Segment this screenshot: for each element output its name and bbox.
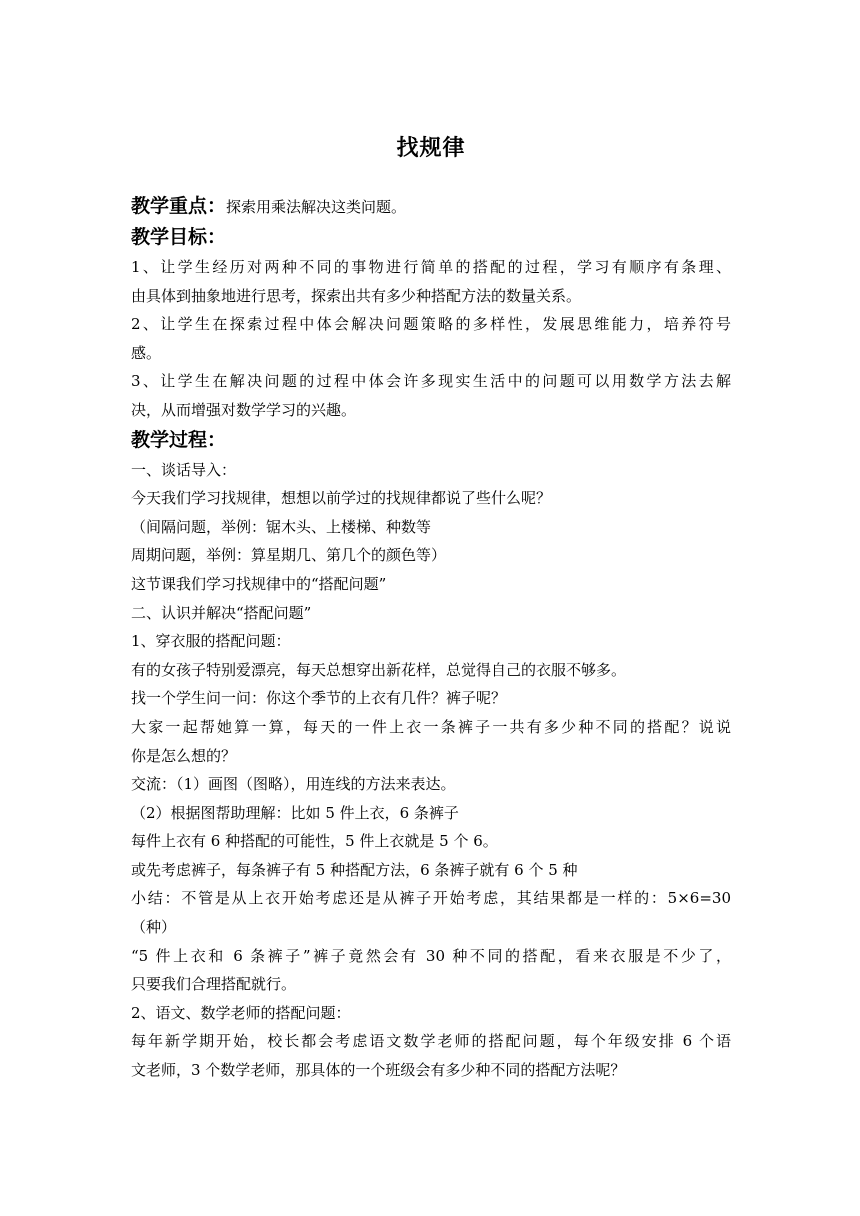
- goal-line: 2、让学生在探索过程中体会解决问题策略的多样性，发展思维能力，培养符号: [131, 315, 731, 334]
- goals-heading: 教学目标：: [131, 226, 227, 248]
- process-line: 小结：不管是从上衣开始考虑还是从裤子开始考虑，其结果都是一样的：5×6=30: [131, 889, 731, 908]
- process-line: 找一个学生问一问：你这个季节的上衣有几件？裤子呢？: [131, 689, 507, 708]
- goals-section: [131, 222, 731, 253]
- process-line: 2、语文、数学老师的搭配问题：: [131, 1003, 351, 1022]
- process-line: （间隔问题，举例：锯木头、上楼梯、种数等: [131, 517, 432, 536]
- process-line: 大家一起帮她算一算，每天的一件上衣一条裤子一共有多少种不同的搭配？说说: [131, 717, 731, 736]
- goal-line: 由具体到抽象地进行思考，探索出共有多少种搭配方法的数量关系。: [131, 286, 582, 305]
- goal-line: 感。: [131, 343, 162, 362]
- process-heading: 教学过程：: [131, 428, 227, 451]
- process-line: “5 件上衣和 6 条裤子”裤子竟然会有 30 种不同的搭配，看来衣服是不少了，: [131, 946, 731, 965]
- focus-text: 探索用乘法解决这类问题。: [226, 198, 407, 216]
- process-line: （种）: [131, 918, 177, 937]
- process-line: 这节课我们学习找规律中的“搭配问题”: [131, 574, 387, 593]
- process-line: 1、穿衣服的搭配问题：: [131, 632, 291, 651]
- process-line: 有的女孩子特别爱漂亮，每天总想穿出新花样，总觉得自己的衣服不够多。: [131, 660, 627, 679]
- process-line: 二、认识并解决“搭配问题”: [131, 603, 312, 622]
- goal-line: 决，从而增强对数学学习的兴趣。: [131, 400, 357, 419]
- focus-heading: 教学重点：: [131, 195, 227, 217]
- process-line: 周期问题，举例：算星期几、第几个的颜色等）: [131, 546, 447, 565]
- document-body: [131, 191, 731, 1085]
- process-line: 只要我们合理搭配就行。: [131, 975, 297, 994]
- goal-line: 3、让学生在解决问题的过程中体会许多现实生活中的问题可以用数学方法去解: [131, 372, 731, 391]
- process-line: 每年新学期开始，校长都会考虑语文数学老师的搭配问题，每个年级安排 6 个语: [131, 1032, 731, 1051]
- process-line: （2）根据图帮助理解：比如 5 件上衣，6 条裤子: [131, 803, 459, 822]
- process-line: 交流：（1）画图（图略），用连线的方法来表达。: [131, 775, 456, 794]
- process-line: 今天我们学习找规律，想想以前学过的找规律都说了些什么呢？: [131, 489, 552, 508]
- process-line: 文老师，3 个数学老师，那具体的一个班级会有多少种不同的搭配方法呢？: [131, 1061, 626, 1080]
- document-title: 找规律: [396, 136, 466, 161]
- process-line: 一、谈话导入：: [131, 460, 237, 479]
- process-section: [131, 425, 731, 456]
- process-line: 每件上衣有 6 种搭配的可能性，5 件上衣就是 5 个 6。: [131, 832, 498, 851]
- process-line: 或先考虑裤子，每条裤子有 5 种搭配方法，6 条裤子就有 6 个 5 种: [131, 860, 578, 879]
- focus-section: [131, 191, 731, 222]
- process-line: 你是怎么想的？: [131, 746, 237, 765]
- goal-line: 1、让学生经历对两种不同的事物进行简单的搭配的过程，学习有顺序有条理、: [131, 258, 731, 276]
